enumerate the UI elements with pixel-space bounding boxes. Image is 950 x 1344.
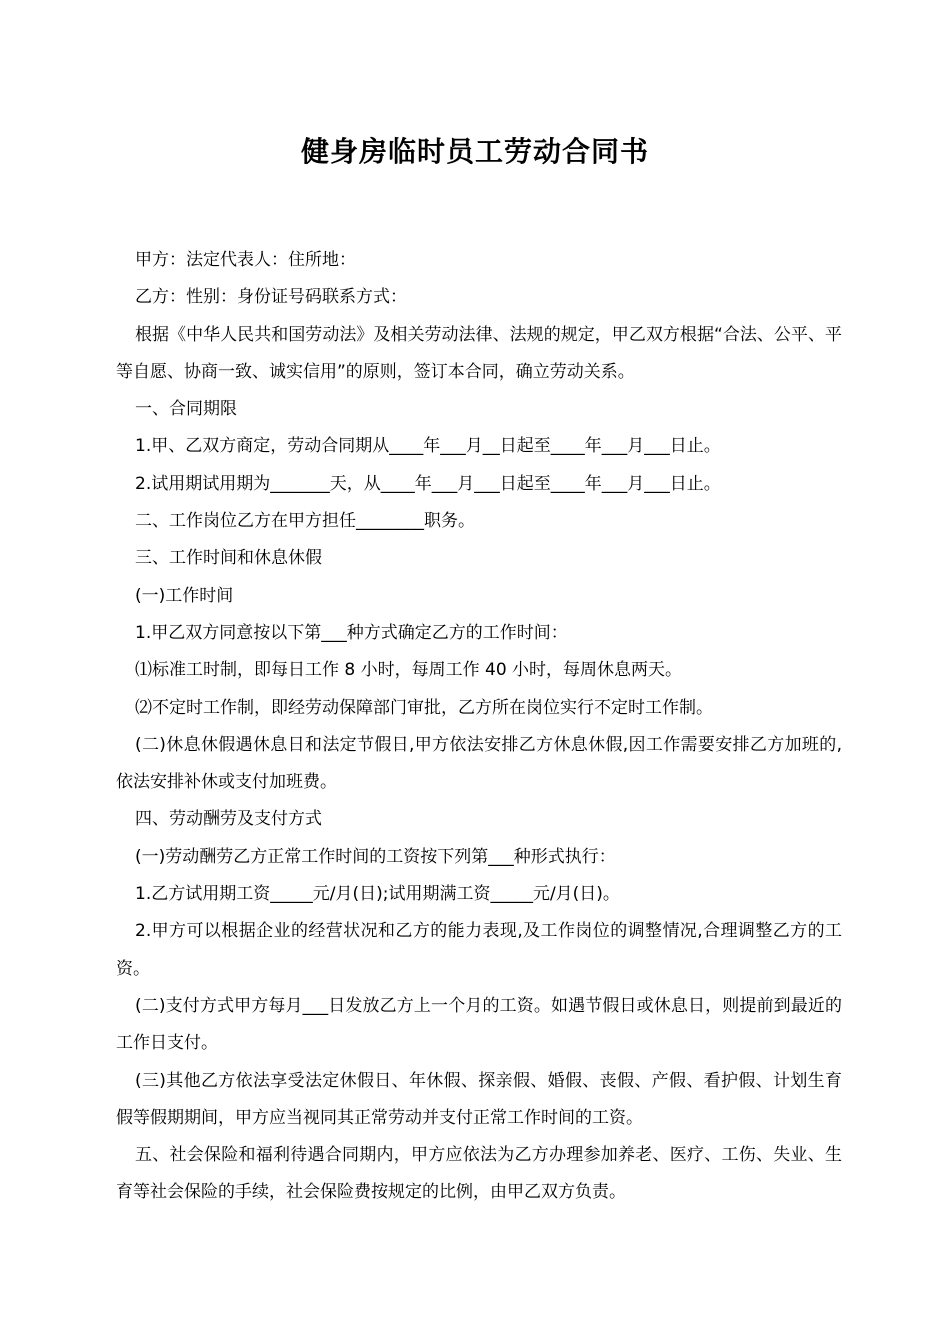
paragraph-social-insurance: 五、社会保险和福利待遇合同期内，甲方应依法为乙方办理参加养老、医疗、工伤、失业、生育等社会保险的手续，社会保险费按规定的比例，由甲乙双方负责。 [116, 1145, 842, 1203]
paragraph-payment-method: (二)支付方式甲方每月___日发放乙方上一个月的工资。如遇节假日或休息日，则提前到最近的工作日支付。 [116, 995, 842, 1054]
paragraph-contract-term: 1.甲、乙双方商定，劳动合同期从____年___月__日起至____年___月___日止。 [135, 436, 721, 457]
section-heading-contract-term: 一、合同期限 [135, 399, 237, 420]
paragraph-salary-amounts: 1.乙方试用期工资_____元/月(日);试用期满工资_____元/月(日)。 [135, 884, 620, 905]
document-body [116, 242, 842, 1212]
section-heading-work-hours: 三、工作时间和休息休假 [135, 548, 322, 569]
paragraph-rest-leave: (二)休息休假遇休息日和法定节假日,甲方依法安排乙方休息休假,因工作需要安排乙方加班的,依法安排补休或支付加班费。 [116, 734, 842, 793]
subsection-heading-work-time: (一)工作时间 [135, 585, 234, 606]
paragraph-probation: 2.试用期试用期为_______天，从____年___月___日起至____年___月___日止。 [135, 473, 721, 494]
paragraph-party-b: 乙方：性别：身份证号码联系方式： [135, 287, 407, 308]
paragraph-salary-adjustment: 2.甲方可以根据企业的经营状况和乙方的能力表现,及工作岗位的调整情况,合理调整乙方的工资。 [116, 921, 842, 979]
paragraph-statutory-leave: (三)其他乙方依法享受法定休假日、年休假、探亲假、婚假、丧假、产假、看护假、计划生育假等假期期间，甲方应当视同其正常劳动并支付正常工作时间的工资。 [116, 1070, 842, 1128]
section-heading-compensation: 四、劳动酬劳及支付方式 [135, 809, 322, 830]
document-title: 健身房临时员工劳动合同书 [300, 135, 649, 168]
paragraph-standard-hours: ⑴标准工时制，即每日工作 8 小时，每周工作 40 小时，每周休息两天。 [135, 660, 683, 681]
paragraph-flexible-hours: ⑵不定时工作制，即经劳动保障部门审批，乙方所在岗位实行不定时工作制。 [135, 697, 713, 718]
paragraph-compensation-form: (一)劳动酬劳乙方正常工作时间的工资按下列第___种形式执行： [135, 846, 616, 867]
section-heading-position: 二、工作岗位乙方在甲方担任________职务。 [135, 511, 475, 532]
paragraph-preamble: 根据《中华人民共和国劳动法》及相关劳动法律、法规的规定，甲乙双方根据“合法、公平、平等自愿、协商一致、诚实信用”的原则，签订本合同，确立劳动关系。 [116, 324, 842, 382]
paragraph-work-time-mode: 1.甲乙双方同意按以下第___种方式确定乙方的工作时间： [135, 622, 568, 643]
paragraph-party-a: 甲方：法定代表人：住所地： [135, 250, 356, 270]
